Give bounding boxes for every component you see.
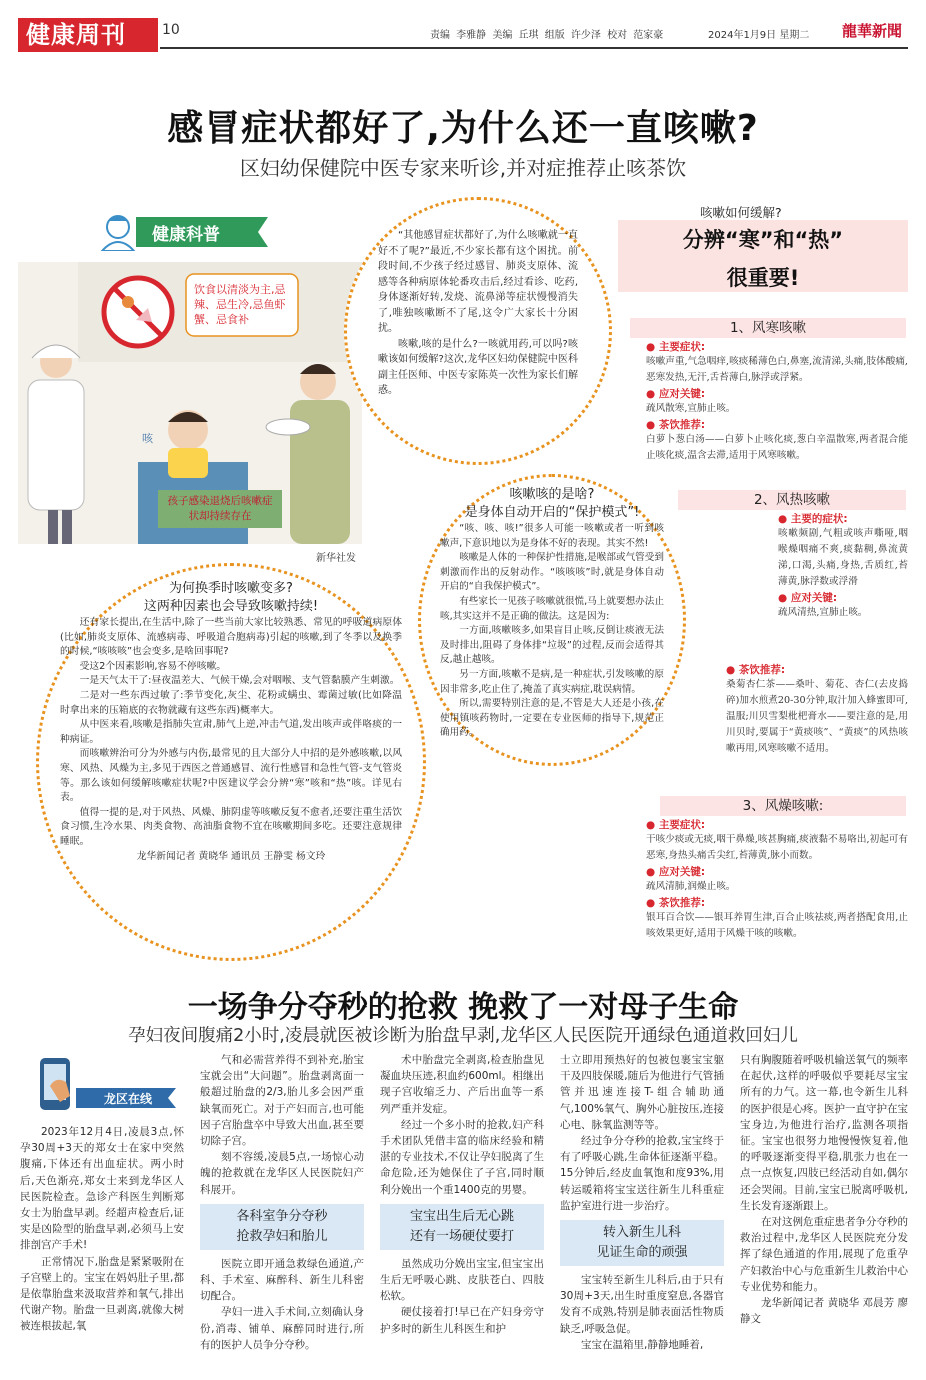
subheading-line: 见证生命的顽强: [596, 1245, 688, 1261]
article2-col2: [200, 1052, 364, 1353]
article2-col5: [740, 1052, 908, 1327]
illustration-bubble-text: 饮食以清淡为主,忌辣、忌生冷,忌鱼虾蟹、忌食补: [194, 283, 286, 326]
cough-cause-title: 是身体自动开启的“保护模式”!: [464, 505, 640, 520]
symptom-text: 干咳少痰或无痰,咽干鼻燥,咳甚胸痛,痰液黏不易咯出,初起可有恶寒,身热头痛舌尖红,苔薄黄,脉小而数。: [646, 834, 908, 861]
tea-text: 桑菊杏仁茶——桑叶、菊花、杏仁(去皮捣碎)加水煎煮20-30分钟,取汁加入蜂蜜即可,温服;川贝雪梨枇杷膏水——要注意的是,用川贝时,要属于“黄痰咳”、“黄痰”的风热咳嗽再用,风寒咳嗽不适用。: [726, 679, 908, 754]
wind-heat-block: [778, 511, 908, 621]
remedy-question: 咳嗽如何缓解?: [700, 205, 782, 220]
article2-headline: 一场争分夺秒的抢救 挽救了一对母子生命: [187, 990, 739, 1025]
article2-col1: [20, 1124, 184, 1335]
wind-dry-block: [646, 817, 908, 942]
online-tag-label: 龙区在线: [104, 1092, 153, 1106]
season-paragraph: 从中医来看,咳嗽是指肺失宣肃,肺气上逆,冲击气道,发出咳声或伴咯痰的一种病证。: [60, 719, 402, 745]
key-text: 疏风清肺,润燥止咳。: [646, 881, 736, 892]
season-block: [60, 580, 402, 864]
tea-text: 白萝卜葱白汤——白萝卜止咳化痰,葱白辛温散寒,两者混合能止咳化痰,温含去滞,适用于风寒咳嗽。: [646, 434, 908, 461]
article2-paragraph: 孕妇一进入手术间,立刻确认身份,消毒、铺单、麻醉同时进行,所有的医护人员争分夺秒。: [200, 1306, 364, 1351]
season-paragraph: 二是对一些东西过敏了:季节变化,灰尘、花粉或螨虫、霉菌过敏(比如降温时拿出来的压箱底的衣物就藏有这些东西)概率大。: [60, 689, 402, 716]
article2-subheading: [200, 1204, 364, 1250]
subheading-line: 转入新生儿科: [602, 1225, 681, 1241]
tea-text: 银耳百合饮——银耳养胃生津,百合止咳祛痰,两者搭配食用,止咳效果更好,适用于风燥干咳的咳嗽。: [646, 912, 908, 939]
symptom-text: 咳嗽声重,气急咽痒,咳痰稀薄色白,鼻塞,流清涕,头痛,肢体酸痛,恶寒发热,无汗,舌苔薄白,脉浮或浮紧。: [646, 356, 908, 383]
article2-paragraph: 经过争分夺秒的抢救,宝宝终于有了呼吸心跳,生命体征逐渐平稳。15分钟后,经皮血氧饱和度93%,用转运暖箱将宝宝送往新生儿科重症监护室进行进一步治疗。: [560, 1135, 724, 1212]
cough-cause-block: [440, 486, 664, 741]
key-label: ● 应对关键:: [778, 592, 838, 604]
intro-text: [378, 228, 578, 399]
tea-label: ● 茶饮推荐:: [726, 664, 786, 676]
article2-col3: [380, 1052, 544, 1337]
cough-cause-paragraph: 咳嗽是人体的一种保护性措施,是喉部或气管受到刺激而作出的反射动作。“咳咳咳”时,就是身体自动开启的“自我保护模式”。: [440, 552, 664, 593]
article1-subtitle: 区妇幼保健院中医专家来听诊,并对症推荐止咳茶饮: [239, 156, 687, 180]
symptom-label: ● 主要症状:: [646, 341, 706, 353]
tea-label: ● 茶饮推荐:: [646, 419, 706, 431]
article2-paragraph: 2023年12月4日,凌晨3点,怀孕30周+3天的郑女士在家中突然腹痛,下体还有出血症状。两小时后,天色渐亮,郑女士来到龙华区人民医院检查。急诊产科医生判断郑女士为胎盘早剥。经超声检查后,证实是凶险型的胎盘早剥,必须马上安排剖宫产手术!: [20, 1126, 184, 1252]
key-text: 疏风清热,宣肺止咳。: [778, 607, 868, 618]
cough-cause-paragraph: 一方面,咳嗽咳多,如果盲目止咳,反倒让痰液无法及时排出,阻碍了身体排“垃圾”的过程,反而会适得其反,越止越咳。: [440, 625, 664, 666]
article2-paragraph: 宝宝在温箱里,静静地睡着,: [581, 1338, 704, 1351]
cough-cause-paragraph: “咳、咳、咳!”很多人可能一咳嗽或者一听到咳嗽声,下意识地以为是身体不好的表现。其实不然!: [440, 523, 664, 549]
page-number: 10: [162, 22, 180, 38]
cough-cause-paragraph: 有些家长一见孩子咳嗽就很慌,马上就要想办法止咳,其实这并不是正确的做法。这是因为:: [440, 595, 664, 622]
article2-paragraph: 医院立即开通急救绿色通道,产科、手术室、麻醉科、新生儿科密切配合。: [200, 1257, 364, 1303]
article2-paragraph: 正常情况下,胎盘是紧紧吸附在子宫壁上的。宝宝在妈妈肚子里,都是依靠胎盘来汲取营养和氧气,排出代谢产物。胎盘一旦剥离,就像大树被连根拔起,氧: [20, 1255, 184, 1333]
subheading-line: 还有一场硬仗要打: [409, 1228, 514, 1244]
symptom-label: ● 主要的症状:: [778, 513, 848, 525]
season-paragraph: 一是天气太干了:昼夜温差大、气候干燥,会对咽喉、支气管黏膜产生刺激。: [79, 675, 400, 687]
symptom-label: ● 主要症状:: [646, 819, 706, 831]
section-label: 健康周刊: [18, 18, 158, 52]
season-paragraph: 受这2个因素影响,容易不停咳嗽。: [79, 660, 227, 672]
key-label: ● 应对关键:: [646, 388, 706, 400]
season-paragraph: 而咳嗽辨治可分为外感与内伤,最常见的且大部分人中招的是外感咳嗽,以风寒、风热、风燥为主,多见于西医之普通感冒、流行性感冒和急性气管-支气管炎等。那么该如何缓解咳嗽症状呢?中医建议学会分辨“寒”咳和“热”咳。详见右表。: [60, 748, 402, 804]
issue-date: 2024年1月9日 星期二: [708, 30, 810, 41]
article2-paragraph: 经过一个多小时的抢救,妇产科手术团队凭借丰富的临床经验和精湛的专业技术,不仅让孕妇脱离了生命危险,还为她保住了子宫,同时顺利分娩出一个重1400克的男婴。: [380, 1118, 544, 1196]
photo-credit: 新华社发: [316, 553, 356, 564]
season-paragraph: 值得一提的是,对于风热、风燥、肺阴虚等咳嗽反复不愈者,还要注重生活饮食习惯,生冷水果、肉类食物、高油脂食物不宜在咳嗽期间多吃。还要注意规律睡眠。: [60, 806, 402, 847]
tea-label: ● 茶饮推荐:: [646, 897, 706, 909]
article2-paragraph: 术中胎盘完全剥离,检查胎盘见凝血块压迹,积血约600ml。相继出现子宫收缩乏力、产后出血等一系列严重并发症。: [380, 1054, 544, 1115]
article1-headline: 感冒症状都好了,为什么还一直咳嗽?: [167, 108, 759, 149]
symptom-text: 咳嗽频剧,气粗或咳声嘶哑,咽喉燥咽痛不爽,痰黏稠,鼻流黄涕,口渴,头痛,身热,舌质红,苔薄黄,脉浮数或浮滑: [778, 528, 908, 587]
remedy-banner-line1: 分辨“寒”和“热”: [682, 228, 844, 252]
season-question: 为何换季时咳嗽变多?: [169, 581, 293, 596]
article2-paragraph: 虽然成功分娩出宝宝,但宝宝出生后无呼吸心跳、皮肤苍白、四肢松软。: [380, 1257, 544, 1303]
subheading-line: 抢救孕妇和胎儿: [236, 1228, 328, 1244]
key-text: 疏风散寒,宣肺止咳。: [646, 403, 736, 414]
illustration-caption: 孩子感染退烧后咳嗽症状却持续存在: [167, 495, 273, 522]
cough-label: 咳: [142, 432, 153, 445]
article2-byline: 龙华新闻记者 黄晓华 邓晨芳 廖静文: [740, 1297, 908, 1326]
key-label: ● 应对关键:: [646, 866, 706, 878]
article2-subheading: [560, 1220, 724, 1266]
intro-paragraph: “其他感冒症状都好了,为什么咳嗽就一直好不了呢?”最近,不少家长都有这个困扰。前段时间,不少孩子经过感冒、肺炎支原体、流感等各种病原体轮番攻击后,经过看诊、吃药,身体逐渐好转,发烧、流鼻涕等症状慢慢消失了,唯独咳嗽断不了尾,这令广大家长十分困扰。: [378, 230, 578, 334]
remedy-banner-line2: 很重要!: [726, 266, 800, 290]
subheading-line: 各科室争分夺秒: [236, 1208, 328, 1224]
season-paragraph: 还有家长提出,在生活中,除了一些当前大家比较熟悉、常见的呼吸道病原体(比如,肺炎支原体、流感病毒、呼吸道合胞病毒)引起的咳嗽,到了冬季以及换季的时候,“咳咳咳”也会变多,是啥回事呢?: [60, 617, 402, 658]
wind-heat-tea-block: [726, 662, 908, 757]
article2-paragraph: 刻不容缓,凌晨5点,一场惊心动魄的抢救就在龙华区人民医院妇产科展开。: [200, 1151, 364, 1196]
article1-byline: 龙华新闻记者 黄晓华 通讯员 王静雯 杨文玲: [136, 850, 326, 862]
health-tag: [96, 213, 268, 251]
editor-credits: 责编 李雅静 美编 丘琪 组版 许少泽 校对 范家豪: [430, 30, 664, 41]
cough-cause-paragraph: 另一方面,咳嗽不是病,是一种症状,引发咳嗽的原因非常多,吃止住了,掩盖了真实病症,耽误病情。: [440, 668, 664, 695]
remedy-banner-line2-wrap: [618, 262, 908, 294]
article2-paragraph: 只有胸腹随着呼吸机输送氧气的频率在起伏,这样的呼吸似乎要耗尽宝宝所有的力气。这一幕,也令新生儿科的医护很是心疼。医护一直守护在宝宝身边,为他进行治疗,监测各项指征。宝宝也很努力地慢慢恢复着,他的呼吸逐渐变得平稳,肌张力也在一点一点恢复,四肢已经活动自如,偶尔还会哭闹。目前,宝宝已脱离呼吸机,生长发育逐渐跟上。: [740, 1054, 908, 1212]
subheading-line: 宝宝出生后无心跳: [409, 1208, 514, 1224]
article2-col4: [560, 1052, 724, 1353]
wind-cold-block: [646, 339, 908, 464]
article2-paragraph: 宝宝转至新生儿科后,由于只有30周+3天,出生时重度窒息,各器官发育不成熟,特别是肺表面活性物质缺乏,呼吸急促。: [560, 1274, 724, 1335]
brand-logo: 龍華新聞: [842, 22, 903, 40]
wind-cold-heading: 1、风寒咳嗽: [630, 318, 906, 338]
illustration: [18, 262, 362, 544]
article2-subtitle: 孕妇夜间腹痛2小时,凌晨就医被诊断为胎盘早剥,龙华区人民医院开通绿色通道救回妇儿: [128, 1026, 798, 1046]
header-rule: [160, 47, 908, 49]
intro-paragraph: 咳嗽,咳的是什么?一咳就用药,可以吗?咳嗽该如何缓解?这次,龙华区妇幼保健院中医科副主任医师、中医专家陈英一次性为家长们解惑。: [378, 338, 578, 396]
season-title: 这两种因素也会导致咳嗽持续!: [143, 599, 319, 614]
cough-cause-paragraph: 所以,需要特别注意的是,不管是大人还是小孩,在使用镇咳药物时,一定要在专业医师的指导下,规范正确用药。: [440, 698, 664, 739]
cough-cause-question: 咳嗽咳的是啥?: [509, 487, 595, 502]
wind-heat-heading: 2、风热咳嗽: [678, 490, 906, 510]
wind-dry-heading: 3、风燥咳嗽:: [660, 796, 906, 816]
article2-paragraph: 硬仗接着打!早已在产妇身旁守护多时的新生儿科医生和护: [380, 1306, 544, 1335]
article2-paragraph: 在对这例危重症患者争分夺秒的救治过程中,龙华区人民医院充分发挥了绿色通道的作用,展现了危重孕产妇救治中心与危重新生儿救治中心专业优势和能力。: [740, 1216, 908, 1293]
article2-subheading: [380, 1204, 544, 1250]
online-tag: [36, 1056, 176, 1112]
article2-paragraph: 士立即用预热好的包被包裹宝宝躯干及四肢保暖,随后为他进行气管插管并迅速连接T-组合辅助通气,100%氧气、胸外心脏按压,连接心电、脉氧监测等等。: [560, 1054, 724, 1131]
health-tag-label: 健康科普: [152, 225, 220, 245]
article2-paragraph: 气和必需营养得不到补充,胎宝宝就会出“大问题”。胎盘剥离面一般超过胎盘的2/3,胎儿多会因严重缺氧而死亡。对于产妇而言,也可能因子宫胎盘卒中导致大出血,甚至要切除子宫。: [200, 1054, 364, 1148]
